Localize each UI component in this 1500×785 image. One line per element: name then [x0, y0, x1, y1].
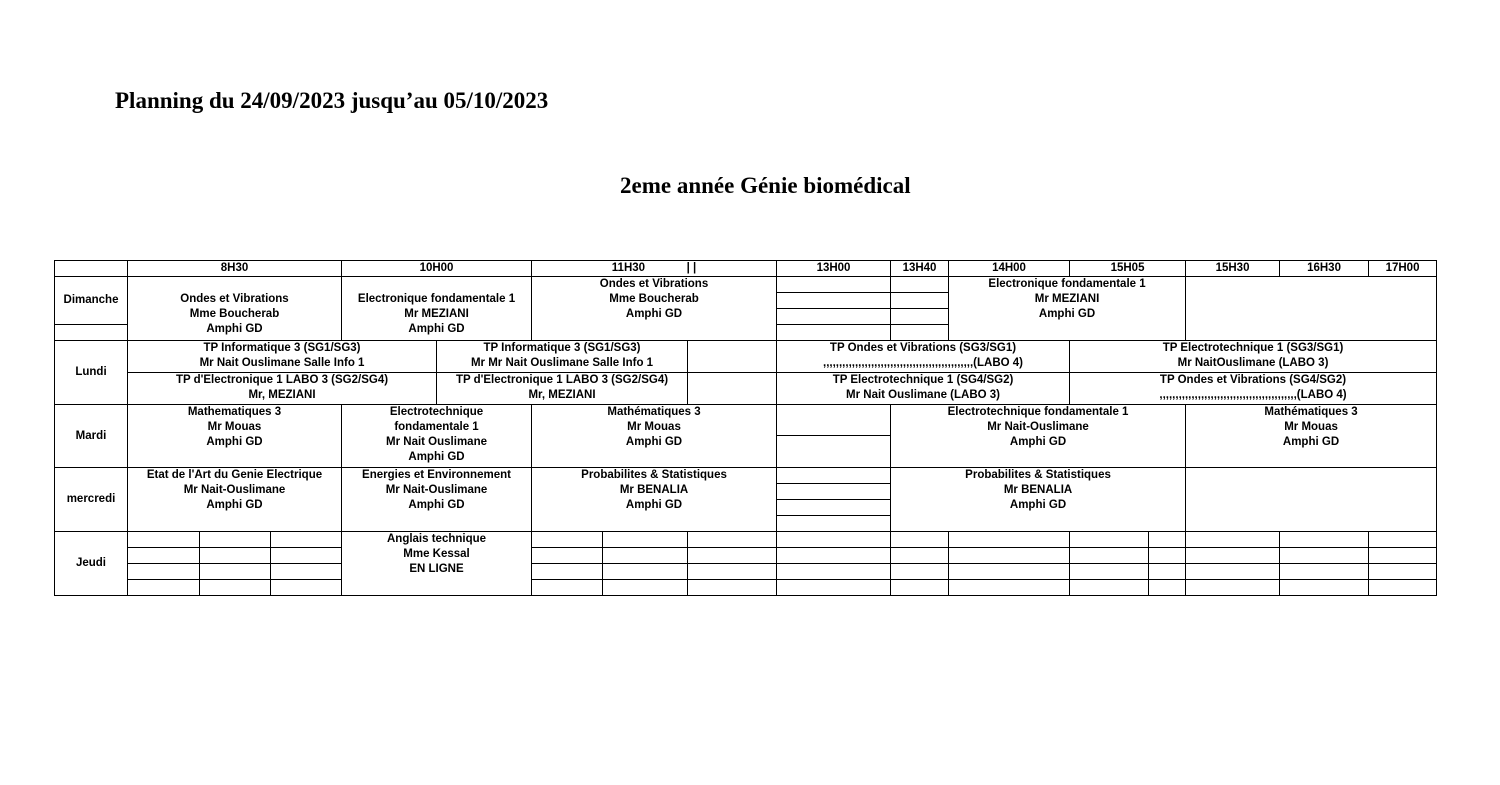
lundi-tp-7: TP Electrotechnique 1 (SG4/SG2) Mr Nait Ouslimane (LABO 3)	[777, 373, 1070, 405]
empty-cell	[688, 341, 777, 373]
time-15h30: 15H30	[1186, 261, 1280, 277]
lundi-tp-1: TP Informatique 3 (SG1/SG3) Mr Nait Ouslimane Salle Info 1	[128, 341, 437, 373]
empty-cell	[777, 277, 891, 293]
mercredi-course-3: Probabilites & Statistiques Mr BENALIA Amphi GD	[532, 468, 777, 532]
empty-cell	[777, 532, 891, 548]
lundi-tp-8: TP Ondes et Vibrations (SG4/SG2) ,,,,,,,,,,,,,,,,,,,,,,,,,,,,,,,,,,,,,,,,,,,(LABO 4)	[1070, 373, 1437, 405]
empty-cell	[603, 548, 688, 564]
day-lundi: Lundi	[55, 341, 128, 405]
timetable	[54, 260, 1437, 596]
empty-cell	[200, 548, 271, 564]
empty-cell	[271, 580, 342, 596]
empty-cell	[688, 532, 777, 548]
day-dimanche: Dimanche	[55, 277, 128, 325]
dimanche-course-3: Ondes et Vibrations Mme Boucherab Amphi GD	[532, 277, 777, 341]
day-mercredi: mercredi	[55, 468, 128, 532]
empty-cell	[1280, 564, 1369, 580]
time-13h00: 13H00	[777, 261, 891, 277]
empty-cell	[688, 548, 777, 564]
lundi-tp-4: TP Electrotechnique 1 (SG3/SG1) Mr NaitOuslimane (LABO 3)	[1070, 341, 1437, 373]
empty-cell	[200, 532, 271, 548]
time-13h40: 13H40	[891, 261, 949, 277]
jeudi-row-4	[55, 580, 1437, 596]
lundi-tp-2: TP Informatique 3 (SG1/SG3) Mr Mr Nait Ouslimane Salle Info 1	[437, 341, 688, 373]
time-8h30: 8H30	[128, 261, 342, 277]
empty-cell	[603, 564, 688, 580]
empty-cell	[200, 564, 271, 580]
empty-cell	[1070, 548, 1149, 564]
time-14h00: 14H00	[949, 261, 1070, 277]
empty-cell	[1070, 564, 1149, 580]
empty-cell	[532, 580, 603, 596]
empty-cell	[1280, 532, 1369, 548]
time-16h30: 16H30	[1280, 261, 1369, 277]
time-17h00: 17H00	[1369, 261, 1437, 277]
empty-cell	[777, 580, 891, 596]
empty-cell	[55, 325, 128, 341]
empty-cell	[1186, 564, 1280, 580]
empty-cell	[1186, 548, 1280, 564]
jeudi-row-1	[55, 532, 1437, 548]
dimanche-row-1	[55, 277, 1437, 293]
empty-cell	[1149, 580, 1186, 596]
empty-cell	[1070, 532, 1149, 548]
empty-cell	[271, 548, 342, 564]
empty-cell	[1186, 277, 1437, 341]
dimanche-course-4: Electronique fondamentale 1 Mr MEZIANI Amphi GD	[949, 277, 1186, 341]
empty-cell	[891, 277, 949, 293]
empty-cell	[891, 548, 949, 564]
empty-cell	[532, 548, 603, 564]
lundi-tp-6: TP d'Electronique 1 LABO 3 (SG2/SG4) Mr, MEZIANI	[437, 373, 688, 405]
empty-cell	[1149, 532, 1186, 548]
dimanche-course-2: Electronique fondamentale 1 Mr MEZIANI Amphi GD	[342, 277, 532, 341]
empty-cell	[271, 564, 342, 580]
empty-cell	[200, 580, 271, 596]
mardi-course-1: Mathematiques 3 Mr Mouas Amphi GD	[128, 405, 342, 468]
jeudi-course-1: Anglais technique Mme Kessal EN LIGNE	[342, 532, 532, 596]
dimanche-course-1: Ondes et Vibrations Mme Boucherab Amphi GD	[128, 277, 342, 341]
empty-cell	[1280, 580, 1369, 596]
mardi-course-3: Mathématiques 3 Mr Mouas Amphi GD	[532, 405, 777, 468]
empty-cell	[1149, 564, 1186, 580]
empty-cell	[777, 500, 891, 516]
header-row	[55, 261, 1437, 277]
empty-cell	[891, 564, 949, 580]
jeudi-row-2	[55, 548, 1437, 564]
empty-cell	[777, 516, 891, 532]
mardi-course-4: Electrotechnique fondamentale 1 Mr Nait-Ouslimane Amphi GD	[891, 405, 1186, 468]
mercredi-course-4: Probabilites & Statistiques Mr BENALIA Amphi GD	[891, 468, 1186, 532]
time-11h30: 11H30 | |	[532, 261, 777, 277]
corner-cell	[55, 261, 128, 277]
empty-cell	[128, 548, 200, 564]
empty-cell	[688, 564, 777, 580]
empty-cell	[949, 532, 1070, 548]
empty-cell	[1186, 468, 1437, 532]
empty-cell	[891, 325, 949, 341]
lundi-row-2	[55, 373, 1437, 405]
empty-cell	[891, 309, 949, 325]
lundi-row-1	[55, 341, 1437, 373]
empty-cell	[1186, 532, 1280, 548]
mercredi-row-1	[55, 468, 1437, 484]
empty-cell	[128, 580, 200, 596]
empty-cell	[128, 564, 200, 580]
class-title: 2eme année Génie biomédical	[620, 173, 911, 198]
empty-cell	[777, 309, 891, 325]
day-mardi: Mardi	[55, 405, 128, 468]
mardi-row-1	[55, 405, 1437, 436]
mercredi-course-2: Energies et Environnement Mr Nait-Ouslimane Amphi GD	[342, 468, 532, 532]
empty-cell	[777, 436, 891, 468]
day-jeudi: Jeudi	[55, 532, 128, 596]
time-15h05: 15H05	[1070, 261, 1186, 277]
empty-cell	[891, 532, 949, 548]
planning-title: Planning du 24/09/2023 jusqu’au 05/10/2023	[115, 88, 549, 113]
time-10h00: 10H00	[342, 261, 532, 277]
empty-cell	[1149, 548, 1186, 564]
mardi-course-5: Mathématiques 3 Mr Mouas Amphi GD	[1186, 405, 1437, 468]
empty-cell	[271, 532, 342, 548]
empty-cell	[1280, 548, 1369, 564]
empty-cell	[949, 564, 1070, 580]
mercredi-course-1: Etat de l'Art du Genie Electrique Mr Nait-Ouslimane Amphi GD	[128, 468, 342, 532]
empty-cell	[777, 293, 891, 309]
empty-cell	[1369, 580, 1437, 596]
empty-cell	[532, 532, 603, 548]
empty-cell	[777, 405, 891, 436]
empty-cell	[688, 373, 777, 405]
empty-cell	[777, 325, 891, 341]
empty-cell	[603, 532, 688, 548]
empty-cell	[891, 293, 949, 309]
empty-cell	[891, 580, 949, 596]
empty-cell	[777, 564, 891, 580]
jeudi-row-3	[55, 564, 1437, 580]
lundi-tp-3: TP Ondes et Vibrations (SG3/SG1) ,,,,,,,,,,,,,,,,,,,,,,,,,,,,,,,,,,,,,,,,,,,,,,,(LABO 4)	[777, 341, 1070, 373]
empty-cell	[532, 564, 603, 580]
empty-cell	[1070, 580, 1149, 596]
empty-cell	[777, 468, 891, 484]
empty-cell	[1369, 564, 1437, 580]
empty-cell	[949, 580, 1070, 596]
mardi-course-2: Electrotechnique fondamentale 1 Mr Nait Ouslimane Amphi GD	[342, 405, 532, 468]
empty-cell	[688, 580, 777, 596]
empty-cell	[603, 580, 688, 596]
empty-cell	[1369, 548, 1437, 564]
empty-cell	[128, 532, 200, 548]
empty-cell	[1369, 532, 1437, 548]
empty-cell	[777, 548, 891, 564]
empty-cell	[949, 548, 1070, 564]
empty-cell	[777, 484, 891, 500]
empty-cell	[1186, 580, 1280, 596]
lundi-tp-5: TP d'Electronique 1 LABO 3 (SG2/SG4) Mr, MEZIANI	[128, 373, 437, 405]
